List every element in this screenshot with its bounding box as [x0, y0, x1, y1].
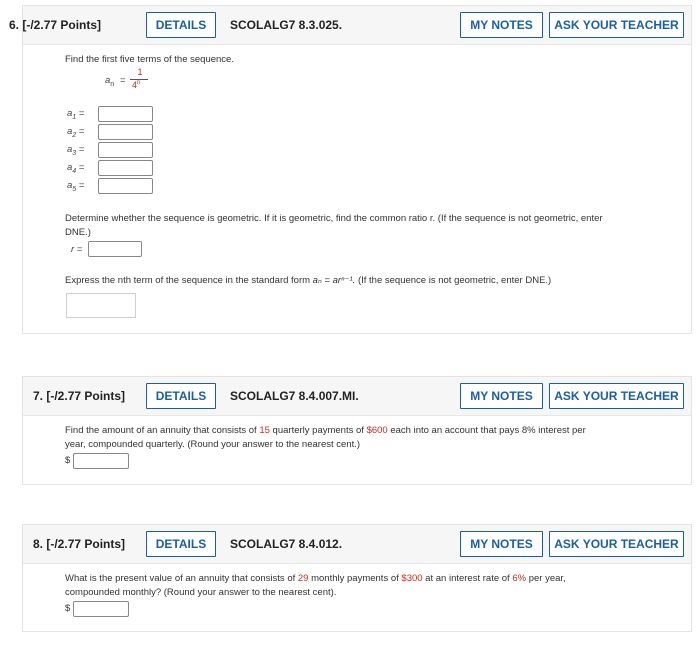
term-label: $a_4$ =	[67, 162, 85, 175]
ratio-input[interactable]	[88, 241, 142, 257]
formula-sub: n	[110, 80, 115, 88]
term-3-input[interactable]	[98, 142, 153, 158]
question-points: [-/2.77 Points]	[22, 18, 102, 32]
present-value-input[interactable]	[73, 601, 129, 617]
question-7-title: 7. [-/2.77 Points]	[33, 389, 126, 403]
formula-denominator: 4$^n$	[132, 80, 141, 90]
prompt-first-five-terms: Find the first five terms of the sequence.	[65, 54, 234, 65]
term-4-input[interactable]	[98, 160, 153, 176]
question-8-header	[23, 525, 691, 564]
term-label: $a_3$ =	[67, 144, 85, 157]
sequence-formula	[105, 67, 165, 97]
payment-count: 15	[259, 425, 270, 436]
term-row-1	[67, 106, 187, 122]
details-button[interactable]: DETAILS	[146, 12, 216, 38]
my-notes-button[interactable]: MY NOTES	[460, 383, 543, 409]
standard-form-formula: aₙ = arⁿ⁻¹.	[312, 275, 356, 286]
dollar-sign: $	[65, 455, 71, 466]
payment-count: 29	[297, 573, 309, 584]
term-2-input[interactable]	[98, 124, 153, 140]
details-button[interactable]: DETAILS	[146, 531, 216, 557]
prompt-annuity-line1: Find the amount of an annuity that consists of 15 quarterly payments of $600 each into an account that pays 8% interest per	[65, 425, 586, 436]
term-row-5	[67, 178, 187, 194]
prompt-present-value-line2: compounded monthly? (Round your answer to the nearest cent).	[65, 587, 337, 598]
term-row-3	[67, 142, 187, 158]
prompt-geometric-line1: Determine whether the sequence is geometric. If it is geometric, find the common ratio r. (If the sequence is not geometric, enter	[65, 213, 603, 224]
question-code: SCOLALG7 8.3.025.	[230, 18, 343, 32]
question-8-title: 8. [-/2.77 Points]	[33, 537, 126, 551]
question-code: SCOLALG7 8.4.012.	[230, 537, 343, 551]
question-8-card	[22, 524, 692, 632]
ask-your-teacher-button[interactable]: ASK YOUR TEACHER	[549, 531, 684, 557]
prompt-annuity-line2: year, compounded quarterly. (Round your answer to the nearest cent.)	[65, 439, 361, 450]
formula-var: a	[105, 75, 111, 86]
dollar-sign: $	[65, 603, 71, 614]
question-7-card	[22, 376, 692, 485]
term-label: $a_5$ =	[67, 180, 85, 193]
formula-numerator: 1	[137, 67, 143, 77]
question-7-header	[23, 377, 691, 416]
term-1-input[interactable]	[98, 106, 153, 122]
question-6-title	[9, 18, 101, 32]
details-button[interactable]: DETAILS	[146, 383, 216, 409]
annuity-amount-input[interactable]	[73, 453, 129, 469]
prompt-geometric-line2: DNE.)	[65, 227, 91, 238]
nth-term-input[interactable]	[66, 293, 136, 318]
term-row-4	[67, 160, 187, 176]
payment-amount: $300	[401, 573, 423, 584]
term-label: $a_1$ =	[67, 108, 85, 121]
term-label: $a_2$ =	[67, 126, 85, 139]
ask-your-teacher-button[interactable]: ASK YOUR TEACHER	[549, 383, 684, 409]
term-row-2	[67, 124, 187, 140]
prompt-nth-term: Express the nth term of the sequence in the standard form aₙ = arⁿ⁻¹. (If the sequence is not geometric, enter DNE.)	[65, 275, 552, 286]
ratio-label: r =	[71, 244, 83, 255]
interest-rate: 6%	[512, 573, 527, 584]
question-code: SCOLALG7 8.4.007.MI.	[230, 389, 359, 403]
term-5-input[interactable]	[98, 178, 153, 194]
my-notes-button[interactable]: MY NOTES	[460, 531, 543, 557]
question-6-header	[9, 6, 691, 45]
payment-amount: $600	[366, 425, 388, 436]
question-number: 6.	[9, 18, 20, 32]
prompt-present-value-line1: What is the present value of an annuity that consists of 29 monthly payments of $300 at an interest rate of 6% per year,	[65, 573, 566, 584]
formula-equals: =	[120, 75, 126, 86]
question-6-card	[9, 5, 692, 334]
my-notes-button[interactable]: MY NOTES	[460, 12, 543, 38]
ask-your-teacher-button[interactable]: ASK YOUR TEACHER	[549, 12, 684, 38]
